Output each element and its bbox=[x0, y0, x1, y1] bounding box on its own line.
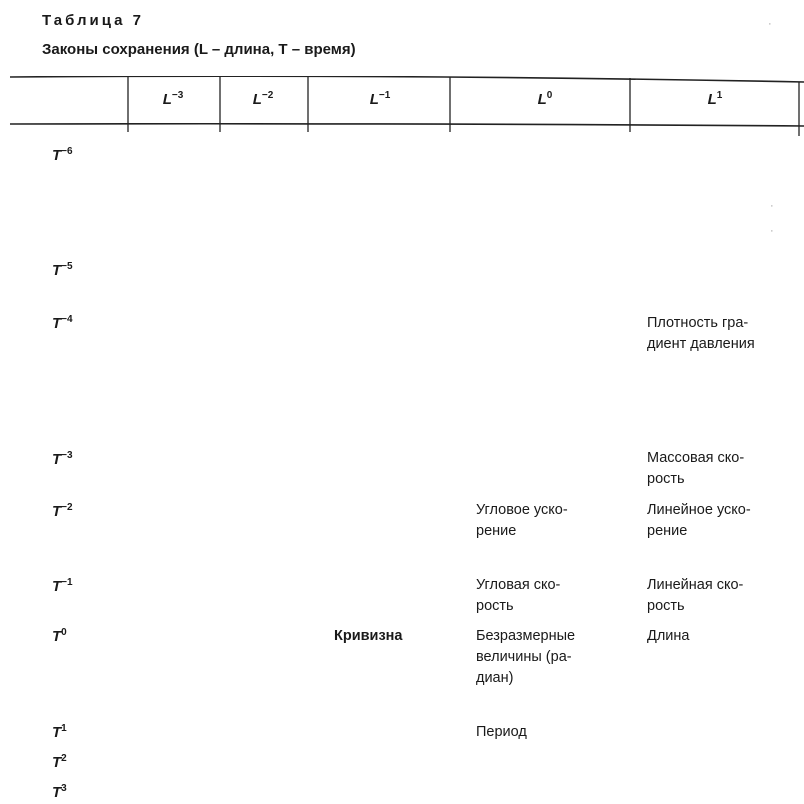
cell-t1-l0: Период bbox=[476, 724, 527, 740]
cell-t-m4-l1: Плотность гра- диент давления bbox=[647, 315, 755, 352]
row-head-t-m2: $T^{-2}$ bbox=[52, 502, 73, 520]
table-title: Законы сохранения (L – длина, T – время) bbox=[42, 41, 356, 58]
row-head-t-m3: $T^{-3}$ bbox=[52, 450, 73, 468]
row-head-t0: $T^0$ bbox=[52, 627, 67, 645]
scan-edge-mark: · bbox=[768, 18, 772, 30]
col-head-l-m3: $L^{-3}$ bbox=[162, 90, 184, 108]
cell-t0-l1: Длина bbox=[647, 628, 690, 644]
col-head-l0: $L^0$ bbox=[537, 90, 553, 108]
cell-t-m2-l1: Линейное уско- рение bbox=[647, 502, 751, 539]
scan-edge-mark: · bbox=[770, 200, 774, 212]
cell-t0-l-m1: Кривизна bbox=[334, 628, 403, 644]
row-head-t-m4: $T^{-4}$ bbox=[52, 314, 73, 332]
cell-t-m3-l1: Массовая ско- рость bbox=[647, 450, 745, 487]
cell-t-m2-l0: Угловое уско- рение bbox=[476, 502, 568, 539]
table-label: Таблица 7 bbox=[42, 12, 145, 29]
scan-edge-mark: · bbox=[770, 225, 774, 237]
row-head-t-m6: $T^{-6}$ bbox=[52, 146, 73, 164]
cell-t0-l0: Безразмерные величины (ра- диан) bbox=[476, 628, 576, 686]
cell-t-m1-l1: Линейная ско- рость bbox=[647, 577, 744, 614]
row-head-t2: $T^2$ bbox=[52, 753, 67, 771]
cell-t-m1-l0: Угловая ско- рость bbox=[476, 577, 561, 614]
row-head-t1: $T^1$ bbox=[52, 723, 67, 741]
row-head-t-m5: $T^{-5}$ bbox=[52, 261, 73, 279]
col-head-l-m1: $L^{-1}$ bbox=[369, 90, 391, 108]
row-head-t-m1: $T^{-1}$ bbox=[52, 577, 73, 595]
col-head-l1: $L^1$ bbox=[707, 90, 723, 108]
row-head-t3: $T^3$ bbox=[52, 783, 67, 801]
col-head-l-m2: $L^{-2}$ bbox=[252, 90, 274, 108]
